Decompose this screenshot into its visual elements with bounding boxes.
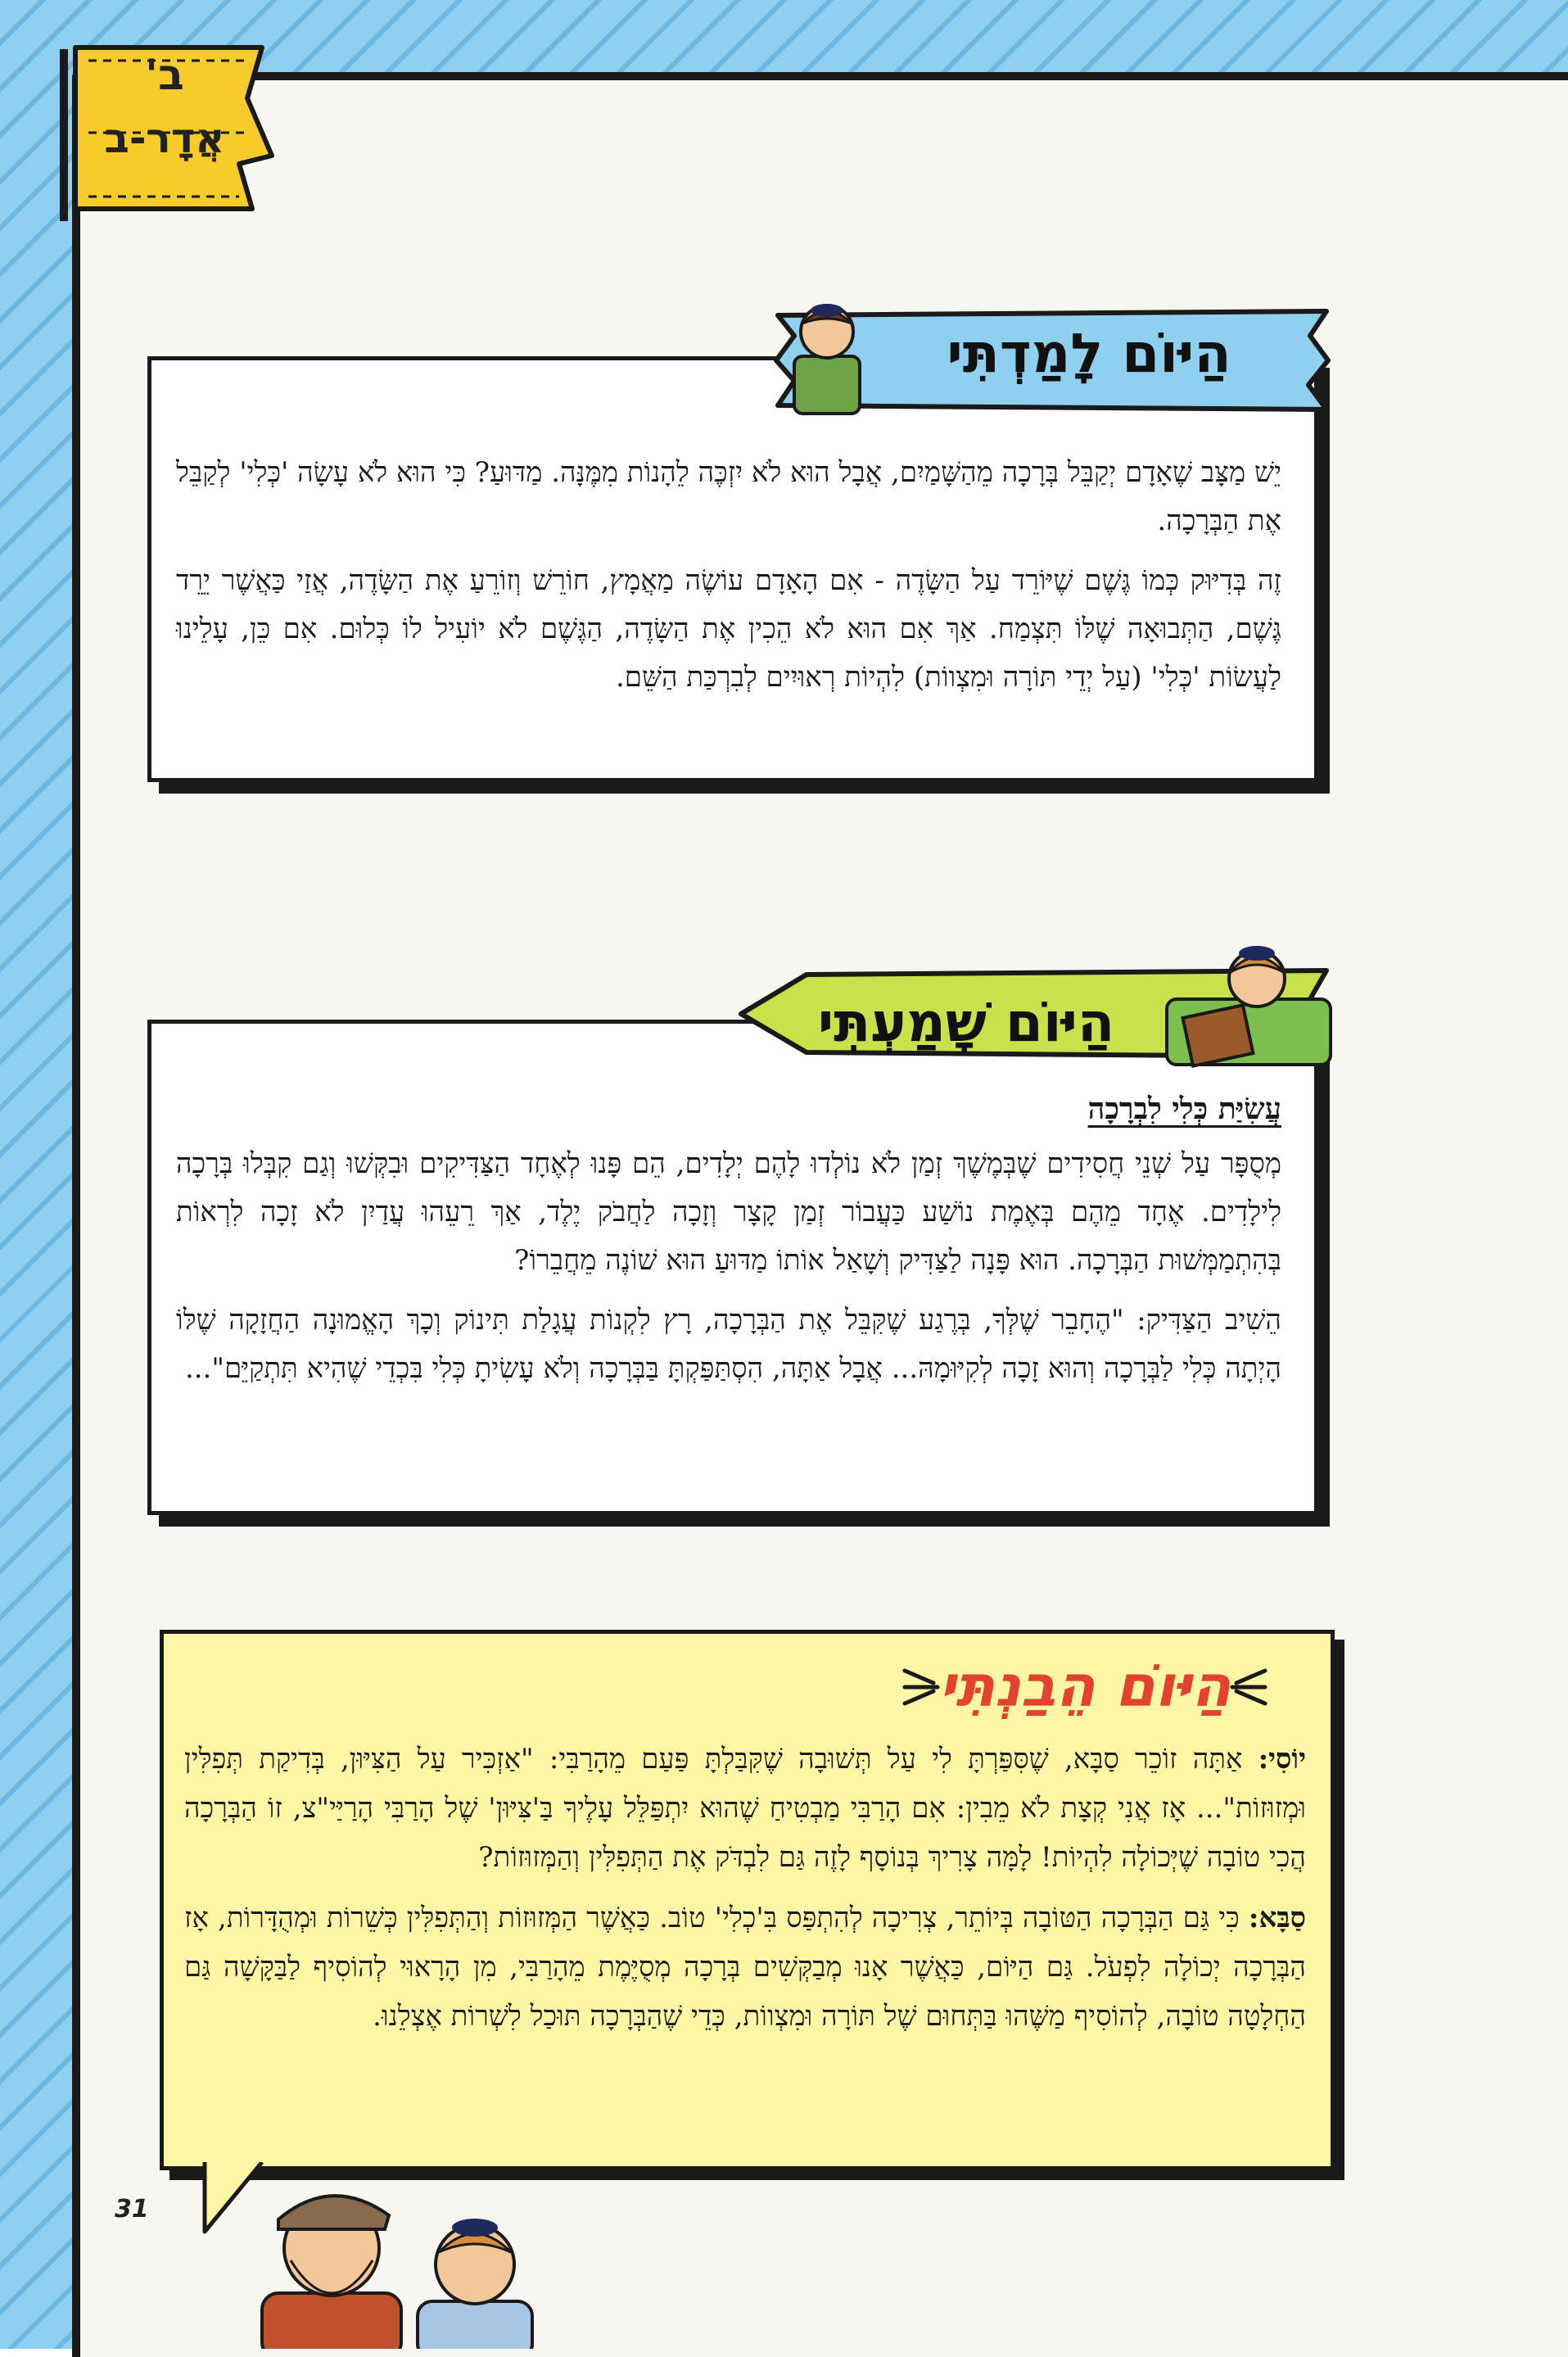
learned-title: הַיּוֹם לָמַדְתִּי [947,322,1231,385]
grandfather-boy-illustration-icon [246,2170,557,2349]
speaker-saba: סַבָּא: [1248,1902,1307,1934]
speaker-yossi: יוֹסִי: [1258,1743,1306,1776]
heard-paragraph-1: מְסֻפָּר עַל שְׁנֵי חֲסִידִים שֶׁבְּמֶשֶׁךְ זְמַן לֹא נוֹלְדוּ לָהֶם יְלָדִים, הֵם פָּנוּ לְאֶחָד הַצַּדִּיקִים וּבִקְּשׁוּ וְגַם קִבְּלוּ בְּרָכָה לִילָדִים. אֶחָד מֵהֶם בְּאֶמֶת נוֹשַׁע כַּעֲבוֹר זְמַן קָצָר וְזָכָה לַחֲבֹק יֶלֶד, אַךְ רֵעֵהוּ עֲדַיִן לֹא זָכָה לִרְאוֹת בְּהִתְמַמְּשׁוּת הַבְּרָכָה. הוּא פָּנָה לַצַּדִּיק וְשָׁאַל אוֹתוֹ מַדּוּעַ הוּא שׁוֹנֶה מֵחֲבֵרוֹ? [176,1147,1281,1277]
dialogue-line-yossi [184,1735,1306,1882]
page-number: 31 [115,2195,149,2224]
heard-paragraph-2: הֵשִׁיב הַצַּדִּיק: "הֶחָבֵר שֶׁלְּךָ, בְּרֶגַע שֶׁקִּבֵּל אֶת הַבְּרָכָה, רָץ לִקְנוֹת עֲגָלַת תִּינוֹק וְכָךְ הָאֱמוּנָה הַחֲזָקָה שֶׁלּוֹ הָיְתָה כְּלִי לַבְּרָכָה וְהוּא זָכָה לְקִיּוּמָהּ... אֲבָל אַתָּה, הִסְתַּפַּקְתָּ בַּבְּרָכָה וְלֹא עָשִׂיתָ כְּלִי בִּכְדֵי שֶׁהִיא תִּתְקַיֵּם"... [176,1304,1281,1385]
understood-title: הַיּוֹם הֵבַנְתִּי [938,1653,1231,1720]
heard-title: הַיּוֹם שָׁמַעְתִּי [817,991,1115,1054]
heard-text [176,1085,1281,1405]
date-day: ב' [145,51,184,100]
learned-paragraph-2: זֶה בְּדִיּוּק כְּמוֹ גֶּשֶׁם שֶׁיּוֹרֵד עַל הַשָּׂדֶה - אִם הָאָדָם עוֹשֶׂה מַאֲמָץ, חוֹרֵשׁ וְזוֹרֵעַ אֶת הַשָּׂדֶה, אֲזַי כַּאֲשֶׁר יֵרֵד גֶּשֶׁם, הַתְּבוּאָה שֶׁלּוֹ תִּצְמַח. אַךְ אִם הוּא לֹא הֵכִין אֶת הַשָּׂדֶה, הַגֶּשֶׁם לֹא יוֹעִיל לוֹ כְּלוּם. אִם כֵּן, עָלֵינוּ לַעֲשׂוֹת 'כְּלִי' (עַל יְדֵי תּוֹרָה וּמִצְווֹת) לִהְיוֹת רְאוּיִים לְבִרְכַּת הַשֵּׁם. [176,564,1281,694]
understood-text [184,1735,1306,2052]
dialogue-line-saba [184,1893,1306,2041]
saba-text: כִּי גַּם הַבְּרָכָה הַטּוֹבָה בְּיוֹתֵר, צְרִיכָה לְהִתְפַּס בִּ'כְלִי' טוֹב. כַּאֲשֶׁר הַמְּזוּזוֹת וְהַתְּפִלִּין כְּשֵׁרוֹת וּמְהֻדָּרוֹת, אָז הַבְּרָכָה יְכוֹלָה לִפְעֹל. גַּם הַיּוֹם, כַּאֲשֶׁר אָנוּ מְבַקְּשִׁים בְּרָכָה מְסֻיֶּמֶת מֵהָרַבִּי, מִן הָרָאוּי לְהוֹסִיף לַבַּקָּשָׁה גַּם הַחְלָטָה טוֹבָה, לְהוֹסִיף מַשֶּׁהוּ בַּתְּחוּם שֶׁל תּוֹרָה וּמִצְווֹת, כְּדֵי שֶׁהַבְּרָכָה תּוּכַל לִשְׁרוֹת אֶצְלֵנוּ. [184,1902,1306,2033]
learned-text [176,449,1281,713]
story-title: עֲשִׂיַּת כְּלִי לִבְרָכָה [1087,1092,1281,1126]
yossi-text: אַתָּה זוֹכֵר סַבָּא, שֶׁסִּפַּרְתָּ לִי עַל תְּשׁוּבָה שֶׁקִּבַּלְתָּ פַּעַם מֵהָרַבִּי: "אַזְכִּיר עַל הַצִּיּוּן, בְּדִיקַת תְּפִלִּין וּמְזוּזוֹת"... אָז אֲנִי קְצָת לֹא מֵבִין: אִם הָרַבִּי מַבְטִיחַ שֶׁהוּא יִתְפַּלֵּל עָלֶיךָ בַּ'צִּיּוּן' שֶׁל הָרַבִּי הָרַיַּי"צ, זוֹ הַבְּרָכָה הֲכִי טוֹבָה שֶׁיְּכוֹלָה לִהְיוֹת! לָמָּה צָרִיךְ בְּנוֹסָף לָזֶה גַּם לִבְדֹּק אֶת הַתְּפִלִּין וְהַמְּזוּזוֹת? [184,1743,1306,1874]
date-month: אֲדָר-ב [104,115,225,162]
learned-paragraph-1: יֵשׁ מַצָּב שֶׁאָדָם יְקַבֵּל בְּרָכָה מֵהַשָּׁמַיִם, אֲבָל הוּא לֹא יִזְכֶּה לֵהָנוֹת מִמֶּנָּה. מַדּוּעַ? כִּי הוּא לֹא עָשָׂה 'כְּלִי' לְקַבֵּל אֶת הַבְּרָכָה. [176,456,1281,537]
